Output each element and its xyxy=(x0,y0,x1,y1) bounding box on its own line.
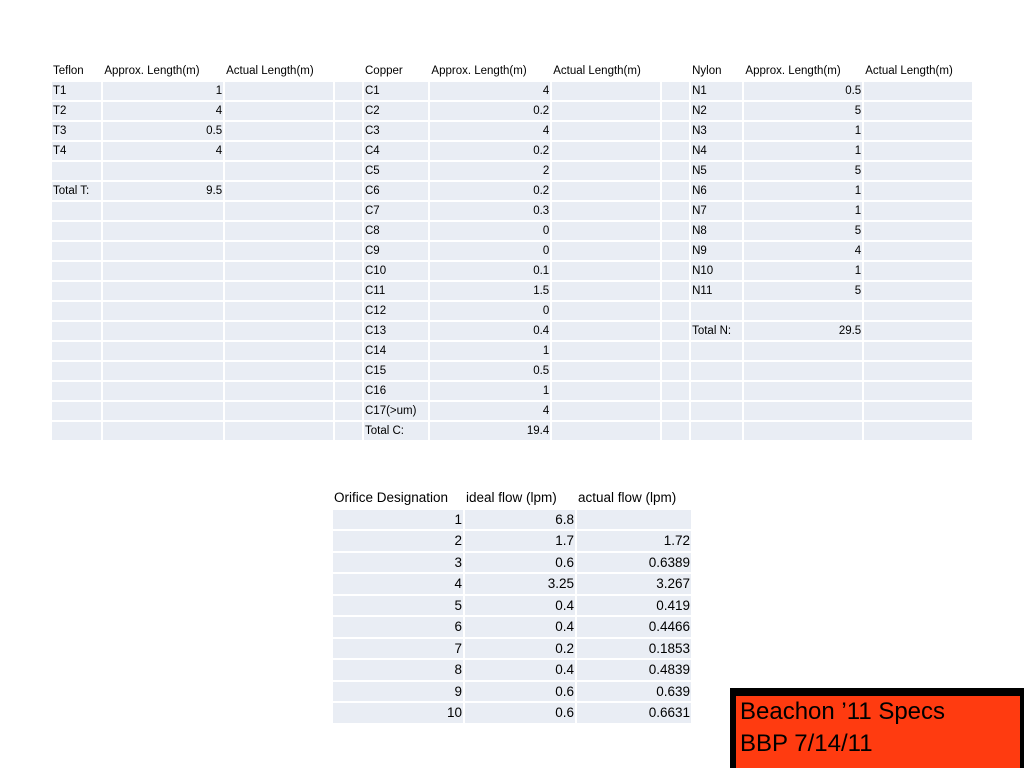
copper-cell: 0.1 xyxy=(430,262,550,280)
teflon-cell xyxy=(103,322,223,340)
lengths-row xyxy=(52,182,972,200)
teflon-cell xyxy=(52,422,101,440)
column-spacer xyxy=(662,422,689,440)
teflon-cell xyxy=(225,102,333,120)
teflon-cell xyxy=(52,202,101,220)
column-spacer xyxy=(335,382,362,400)
lengths-row xyxy=(52,202,972,220)
column-spacer xyxy=(662,62,689,80)
nylon-cell xyxy=(691,422,742,440)
column-spacer xyxy=(662,182,689,200)
orifice-cell: 0.4 xyxy=(465,617,575,637)
teflon-cell xyxy=(103,342,223,360)
copper-header-cell: Approx. Length(m) xyxy=(430,62,550,80)
nylon-cell: N6 xyxy=(691,182,742,200)
nylon-cell xyxy=(864,422,972,440)
nylon-cell xyxy=(864,362,972,380)
teflon-cell xyxy=(225,342,333,360)
teflon-cell xyxy=(52,222,101,240)
teflon-cell xyxy=(52,342,101,360)
teflon-cell xyxy=(103,302,223,320)
nylon-cell xyxy=(691,402,742,420)
teflon-header-cell: Approx. Length(m) xyxy=(103,62,223,80)
teflon-cell xyxy=(225,82,333,100)
nylon-cell: 4 xyxy=(744,242,862,260)
teflon-cell xyxy=(225,222,333,240)
copper-cell: C2 xyxy=(364,102,428,120)
orifice-cell: 0.6 xyxy=(465,682,575,702)
copper-cell: C13 xyxy=(364,322,428,340)
teflon-cell xyxy=(225,422,333,440)
teflon-cell xyxy=(103,242,223,260)
nylon-cell xyxy=(864,102,972,120)
nylon-header-cell: Nylon xyxy=(691,62,742,80)
nylon-cell xyxy=(864,262,972,280)
copper-cell xyxy=(552,342,660,360)
copper-cell xyxy=(552,82,660,100)
teflon-cell xyxy=(52,262,101,280)
orifice-row xyxy=(333,596,691,616)
copper-cell xyxy=(552,242,660,260)
column-spacer xyxy=(662,202,689,220)
teflon-cell xyxy=(52,162,101,180)
lengths-row xyxy=(52,222,972,240)
copper-cell: 2 xyxy=(430,162,550,180)
teflon-cell xyxy=(103,262,223,280)
column-spacer xyxy=(662,222,689,240)
orifice-row xyxy=(333,639,691,659)
teflon-cell xyxy=(103,362,223,380)
column-spacer xyxy=(662,242,689,260)
copper-cell: 0.2 xyxy=(430,142,550,160)
lengths-row xyxy=(52,142,972,160)
copper-cell: 1 xyxy=(430,382,550,400)
orifice-cell: 3.267 xyxy=(577,574,691,594)
teflon-cell: T2 xyxy=(52,102,101,120)
column-spacer xyxy=(335,102,362,120)
teflon-cell xyxy=(52,322,101,340)
teflon-cell: Total T: xyxy=(52,182,101,200)
orifice-cell: 8 xyxy=(333,660,463,680)
teflon-cell: 4 xyxy=(103,142,223,160)
column-spacer xyxy=(335,242,362,260)
nylon-cell xyxy=(744,342,862,360)
teflon-cell xyxy=(225,142,333,160)
copper-cell xyxy=(552,282,660,300)
nylon-cell xyxy=(864,282,972,300)
orifice-cell: 5 xyxy=(333,596,463,616)
orifice-row xyxy=(333,574,691,594)
nylon-cell: 1 xyxy=(744,142,862,160)
orifice-cell: 1 xyxy=(333,510,463,530)
lengths-table-body xyxy=(52,62,972,440)
orifice-cell: 0.639 xyxy=(577,682,691,702)
orifice-cell: 0.4466 xyxy=(577,617,691,637)
orifice-row xyxy=(333,531,691,551)
nylon-cell: 5 xyxy=(744,222,862,240)
nylon-cell xyxy=(864,342,972,360)
teflon-cell: T3 xyxy=(52,122,101,140)
copper-cell xyxy=(552,322,660,340)
nylon-cell: Total N: xyxy=(691,322,742,340)
lengths-row xyxy=(52,422,972,440)
copper-header-cell: Actual Length(m) xyxy=(552,62,660,80)
title-box-inner xyxy=(736,696,1020,768)
column-spacer xyxy=(662,322,689,340)
teflon-cell xyxy=(225,382,333,400)
nylon-cell xyxy=(744,382,862,400)
lengths-table xyxy=(50,60,974,442)
copper-cell xyxy=(552,262,660,280)
nylon-cell: 1 xyxy=(744,262,862,280)
orifice-cell: 0.4 xyxy=(465,660,575,680)
orifice-cell: 0.419 xyxy=(577,596,691,616)
orifice-cell: 6 xyxy=(333,617,463,637)
teflon-header-cell: Teflon xyxy=(52,62,101,80)
copper-header-cell: Copper xyxy=(364,62,428,80)
orifice-cell: 0.2 xyxy=(465,639,575,659)
nylon-cell: N8 xyxy=(691,222,742,240)
copper-cell: C14 xyxy=(364,342,428,360)
copper-cell: Total C: xyxy=(364,422,428,440)
copper-cell: 4 xyxy=(430,82,550,100)
orifice-cell: 3 xyxy=(333,553,463,573)
orifice-cell: 10 xyxy=(333,703,463,723)
copper-cell: C17(>um) xyxy=(364,402,428,420)
orifice-header-cell: actual flow (lpm) xyxy=(577,488,691,508)
nylon-cell: N1 xyxy=(691,82,742,100)
copper-cell xyxy=(552,102,660,120)
lengths-row xyxy=(52,282,972,300)
nylon-cell: N2 xyxy=(691,102,742,120)
nylon-cell xyxy=(864,302,972,320)
copper-cell xyxy=(552,142,660,160)
column-spacer xyxy=(335,222,362,240)
nylon-cell: N10 xyxy=(691,262,742,280)
nylon-cell: N4 xyxy=(691,142,742,160)
orifice-cell: 4 xyxy=(333,574,463,594)
copper-cell: 4 xyxy=(430,402,550,420)
nylon-cell xyxy=(864,122,972,140)
teflon-cell xyxy=(103,422,223,440)
column-spacer xyxy=(662,362,689,380)
orifice-cell: 0.6631 xyxy=(577,703,691,723)
copper-cell: 0 xyxy=(430,302,550,320)
orifice-cell: 0.6389 xyxy=(577,553,691,573)
nylon-cell: 5 xyxy=(744,102,862,120)
teflon-cell xyxy=(225,202,333,220)
lengths-row xyxy=(52,262,972,280)
copper-cell: C6 xyxy=(364,182,428,200)
copper-cell: 0.4 xyxy=(430,322,550,340)
copper-cell: 0.3 xyxy=(430,202,550,220)
copper-cell xyxy=(552,162,660,180)
nylon-cell: 29.5 xyxy=(744,322,862,340)
copper-cell: 0 xyxy=(430,242,550,260)
nylon-cell xyxy=(864,82,972,100)
copper-cell xyxy=(552,182,660,200)
teflon-cell xyxy=(103,402,223,420)
lengths-row xyxy=(52,302,972,320)
teflon-cell xyxy=(52,362,101,380)
copper-cell: 0.2 xyxy=(430,102,550,120)
copper-cell: C15 xyxy=(364,362,428,380)
teflon-cell xyxy=(103,222,223,240)
orifice-cell: 0.6 xyxy=(465,553,575,573)
orifice-cell: 1.7 xyxy=(465,531,575,551)
copper-cell: C1 xyxy=(364,82,428,100)
column-spacer xyxy=(662,402,689,420)
column-spacer xyxy=(662,82,689,100)
lengths-row xyxy=(52,242,972,260)
column-spacer xyxy=(335,162,362,180)
lengths-row xyxy=(52,82,972,100)
copper-cell: C8 xyxy=(364,222,428,240)
teflon-cell xyxy=(225,162,333,180)
copper-cell: C12 xyxy=(364,302,428,320)
nylon-header-cell: Approx. Length(m) xyxy=(744,62,862,80)
column-spacer xyxy=(662,122,689,140)
teflon-cell xyxy=(103,202,223,220)
orifice-header-row xyxy=(333,488,691,508)
column-spacer xyxy=(662,282,689,300)
teflon-cell xyxy=(225,282,333,300)
teflon-cell: 4 xyxy=(103,102,223,120)
teflon-cell xyxy=(103,382,223,400)
title-box xyxy=(730,688,1024,768)
teflon-cell xyxy=(103,282,223,300)
teflon-cell xyxy=(225,402,333,420)
nylon-header-cell: Actual Length(m) xyxy=(864,62,972,80)
column-spacer xyxy=(335,262,362,280)
lengths-row xyxy=(52,362,972,380)
teflon-cell: T4 xyxy=(52,142,101,160)
column-spacer xyxy=(335,202,362,220)
nylon-cell xyxy=(864,142,972,160)
column-spacer xyxy=(335,182,362,200)
copper-cell xyxy=(552,122,660,140)
orifice-row xyxy=(333,660,691,680)
orifice-cell xyxy=(577,510,691,530)
column-spacer xyxy=(335,322,362,340)
teflon-cell xyxy=(52,242,101,260)
copper-cell: 0.2 xyxy=(430,182,550,200)
column-spacer xyxy=(662,102,689,120)
teflon-cell xyxy=(225,262,333,280)
copper-cell: C11 xyxy=(364,282,428,300)
teflon-cell xyxy=(225,322,333,340)
teflon-cell xyxy=(225,122,333,140)
orifice-cell: 2 xyxy=(333,531,463,551)
orifice-row xyxy=(333,553,691,573)
orifice-cell: 1.72 xyxy=(577,531,691,551)
orifice-row xyxy=(333,510,691,530)
orifice-row xyxy=(333,617,691,637)
copper-cell: C7 xyxy=(364,202,428,220)
column-spacer xyxy=(335,402,362,420)
nylon-cell xyxy=(864,222,972,240)
nylon-cell xyxy=(691,302,742,320)
teflon-cell xyxy=(103,162,223,180)
nylon-cell xyxy=(691,382,742,400)
copper-cell: C3 xyxy=(364,122,428,140)
teflon-cell: 1 xyxy=(103,82,223,100)
teflon-cell: 0.5 xyxy=(103,122,223,140)
copper-cell: C5 xyxy=(364,162,428,180)
copper-cell xyxy=(552,422,660,440)
orifice-cell: 0.4839 xyxy=(577,660,691,680)
column-spacer xyxy=(662,162,689,180)
nylon-cell: 5 xyxy=(744,282,862,300)
orifice-header-cell: Orifice Designation xyxy=(333,488,463,508)
copper-cell: 1.5 xyxy=(430,282,550,300)
copper-cell: 19.4 xyxy=(430,422,550,440)
lengths-row xyxy=(52,122,972,140)
nylon-cell xyxy=(691,362,742,380)
nylon-cell xyxy=(864,382,972,400)
column-spacer xyxy=(662,302,689,320)
orifice-cell: 0.1853 xyxy=(577,639,691,659)
copper-cell xyxy=(552,302,660,320)
orifice-row xyxy=(333,682,691,702)
column-spacer xyxy=(335,422,362,440)
nylon-cell: N5 xyxy=(691,162,742,180)
lengths-row xyxy=(52,162,972,180)
column-spacer xyxy=(335,122,362,140)
nylon-cell: 0.5 xyxy=(744,82,862,100)
column-spacer xyxy=(335,62,362,80)
lengths-row xyxy=(52,322,972,340)
lengths-row xyxy=(52,402,972,420)
teflon-cell xyxy=(52,282,101,300)
nylon-cell: 1 xyxy=(744,182,862,200)
orifice-cell: 7 xyxy=(333,639,463,659)
copper-cell: 0.5 xyxy=(430,362,550,380)
teflon-cell xyxy=(225,362,333,380)
copper-cell xyxy=(552,222,660,240)
copper-cell: 0 xyxy=(430,222,550,240)
orifice-table xyxy=(331,486,693,725)
nylon-cell xyxy=(744,402,862,420)
nylon-cell xyxy=(864,182,972,200)
nylon-cell: N3 xyxy=(691,122,742,140)
nylon-cell xyxy=(744,422,862,440)
column-spacer xyxy=(335,142,362,160)
lengths-header-row xyxy=(52,62,972,80)
lengths-row xyxy=(52,102,972,120)
orifice-table-body xyxy=(333,488,691,723)
nylon-cell: N11 xyxy=(691,282,742,300)
lengths-row xyxy=(52,342,972,360)
column-spacer xyxy=(335,282,362,300)
teflon-cell xyxy=(225,182,333,200)
copper-cell xyxy=(552,362,660,380)
column-spacer xyxy=(335,302,362,320)
nylon-cell xyxy=(744,302,862,320)
orifice-cell: 0.6 xyxy=(465,703,575,723)
column-spacer xyxy=(662,382,689,400)
copper-cell: C4 xyxy=(364,142,428,160)
nylon-cell: 1 xyxy=(744,202,862,220)
copper-cell: C9 xyxy=(364,242,428,260)
orifice-cell: 6.8 xyxy=(465,510,575,530)
orifice-cell: 9 xyxy=(333,682,463,702)
nylon-cell xyxy=(864,322,972,340)
copper-cell: 4 xyxy=(430,122,550,140)
copper-cell xyxy=(552,202,660,220)
title-box-line1: Beachon ’11 Specs xyxy=(740,698,946,725)
teflon-cell xyxy=(52,402,101,420)
copper-cell: C16 xyxy=(364,382,428,400)
teflon-cell: T1 xyxy=(52,82,101,100)
nylon-cell xyxy=(864,202,972,220)
teflon-cell xyxy=(225,242,333,260)
title-box-line2: BBP 7/14/11 xyxy=(740,730,873,757)
teflon-cell xyxy=(225,302,333,320)
copper-cell xyxy=(552,382,660,400)
copper-cell: C10 xyxy=(364,262,428,280)
copper-cell: 1 xyxy=(430,342,550,360)
nylon-cell xyxy=(744,362,862,380)
orifice-cell: 3.25 xyxy=(465,574,575,594)
nylon-cell: 5 xyxy=(744,162,862,180)
column-spacer xyxy=(335,342,362,360)
orifice-row xyxy=(333,703,691,723)
nylon-cell xyxy=(864,402,972,420)
column-spacer xyxy=(662,342,689,360)
orifice-header-cell: ideal flow (lpm) xyxy=(465,488,575,508)
nylon-cell xyxy=(864,162,972,180)
teflon-cell xyxy=(52,382,101,400)
nylon-cell: 1 xyxy=(744,122,862,140)
teflon-cell xyxy=(52,302,101,320)
orifice-cell: 0.4 xyxy=(465,596,575,616)
teflon-cell: 9.5 xyxy=(103,182,223,200)
nylon-cell xyxy=(691,342,742,360)
column-spacer xyxy=(335,362,362,380)
nylon-cell: N7 xyxy=(691,202,742,220)
column-spacer xyxy=(335,82,362,100)
teflon-header-cell: Actual Length(m) xyxy=(225,62,333,80)
nylon-cell: N9 xyxy=(691,242,742,260)
column-spacer xyxy=(662,142,689,160)
column-spacer xyxy=(662,262,689,280)
copper-cell xyxy=(552,402,660,420)
nylon-cell xyxy=(864,242,972,260)
lengths-row xyxy=(52,382,972,400)
